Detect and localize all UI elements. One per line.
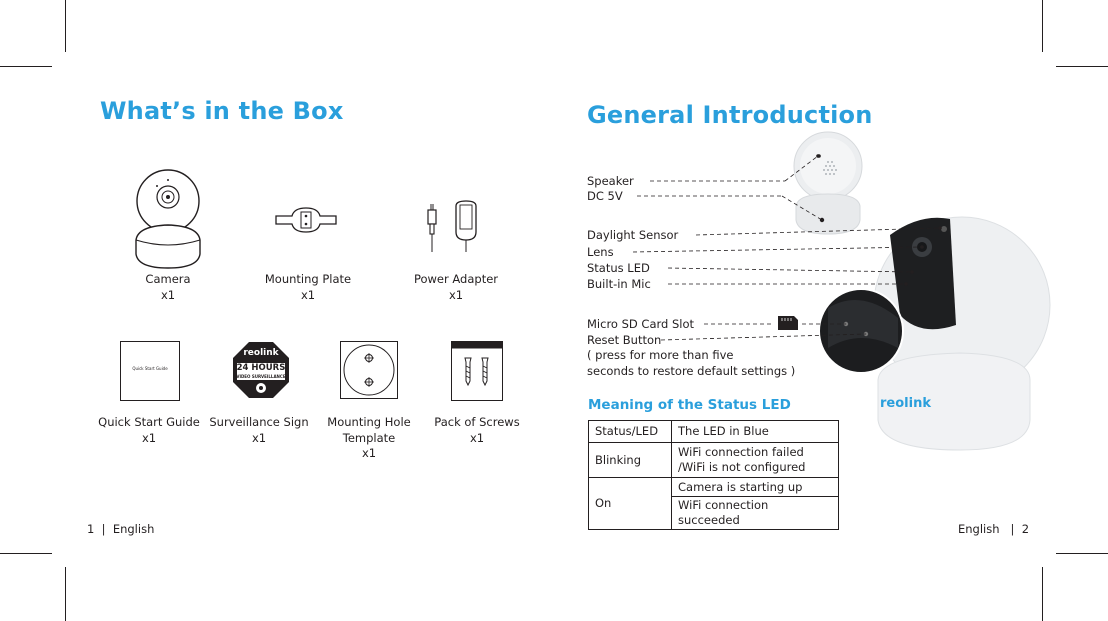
sign-hours: 24 HOURS [236, 363, 286, 373]
table-header-cell: Status/LED [589, 421, 672, 443]
guide-cover-text: Quick Start Guide [132, 366, 168, 371]
page-title: What’s in the Box [100, 97, 344, 125]
table-header-cell: The LED in Blue [672, 421, 839, 443]
table-cell: Camera is starting up [672, 478, 839, 497]
label-status-led: Status LED [587, 261, 650, 275]
label-dc-5v: DC 5V [587, 189, 623, 203]
cell-line: WiFi connection failed [678, 445, 804, 459]
label-reset-button: Reset Button [587, 333, 662, 347]
sign-brand: reolink [243, 348, 279, 358]
item-caption: Mounting Hole Template x1 [327, 415, 411, 460]
item-caption: Quick Start Guide x1 [98, 415, 200, 445]
cell-line: /WiFi is not configured [678, 460, 806, 474]
status-led-table [588, 420, 839, 530]
item-caption: Pack of Screws x1 [434, 415, 520, 445]
table-cell: On [589, 478, 672, 530]
sign-sub: VIDEO SURVEILLANCE [236, 374, 286, 379]
table-row [589, 421, 839, 443]
table-row [589, 443, 839, 478]
label-daylight-sensor: Daylight Sensor [587, 228, 679, 242]
table-row [589, 478, 839, 497]
table-cell: WiFi connection succeeded [672, 497, 839, 530]
label-reset-note: seconds to restore default settings ) [587, 364, 796, 378]
led-section-title: Meaning of the Status LED [588, 397, 791, 413]
label-built-in-mic: Built-in Mic [587, 277, 651, 291]
label-speaker: Speaker [587, 174, 634, 188]
item-caption: Mounting Plate x1 [264, 272, 352, 302]
table-cell [672, 443, 839, 478]
item-caption: Camera x1 [145, 272, 191, 302]
camera-logo: reolink [880, 396, 931, 411]
page-footer-left: 1 | English [87, 522, 155, 536]
label-sd-slot: Micro SD Card Slot [587, 317, 695, 331]
item-caption: Power Adapter x1 [413, 272, 499, 302]
label-reset-note: ( press for more than five [587, 348, 734, 362]
table-cell: Blinking [589, 443, 672, 478]
label-lens: Lens [587, 245, 614, 259]
page-footer-right: English | 2 [958, 522, 1030, 536]
item-caption: Surveillance Sign x1 [209, 415, 309, 445]
page-title: General Introduction [587, 101, 873, 129]
